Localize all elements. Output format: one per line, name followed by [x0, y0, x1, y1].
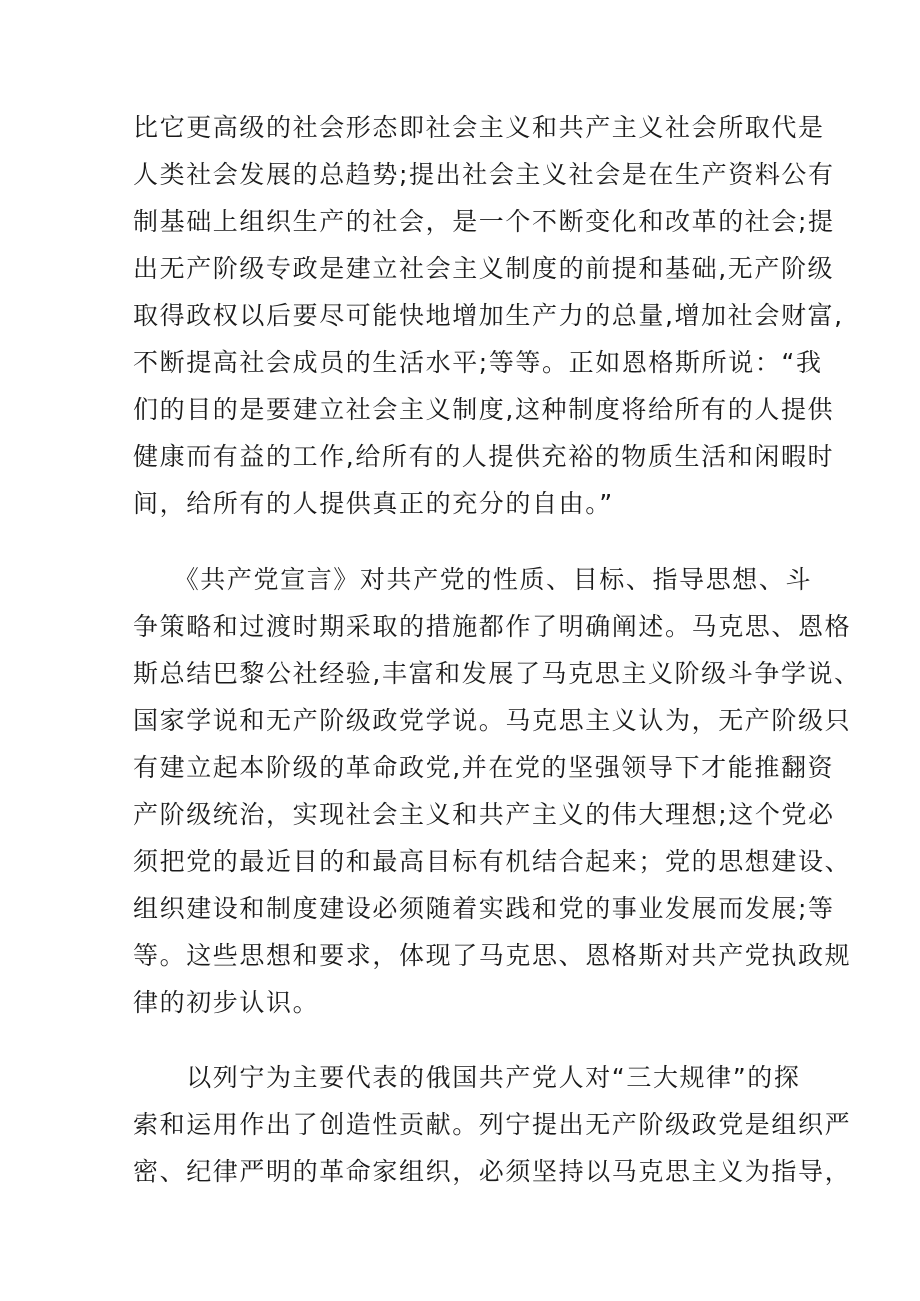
text-line: 们的目的是要建立社会主义制度,这种制度将给所有的人提供 [133, 395, 835, 424]
text-line: 制基础上组织生产的社会，是一个不断变化和改革的社会;提 [133, 207, 835, 236]
text-line: 争策略和过渡时期采取的措施都作了明确阐述。马克思、恩格 [133, 612, 852, 641]
text-line: 组织建设和制度建设必须随着实践和党的事业发展而发展;等 [133, 894, 835, 923]
text-line: 律的初步认识。 [133, 988, 320, 1017]
text-line: 以列宁为主要代表的俄国共产党人对“三大规律”的探 [133, 1063, 801, 1092]
text-line: 出无产阶级专政是建立社会主义制度的前提和基础,无产阶级 [133, 254, 835, 283]
text-line: 国家学说和无产阶级政党学说。马克思主义认为，无产阶级只 [133, 706, 852, 735]
text-line: 《共产党宣言》对共产党的性质、目标、指导思想、斗 [133, 565, 813, 594]
text-line: 健康而有益的工作,给所有的人提供充裕的物质生活和闲暇时 [133, 442, 835, 471]
paragraph-3 [133, 1054, 852, 1195]
text-line: 索和运用作出了创造性贡献。列宁提出无产阶级政党是组织严 [133, 1110, 852, 1139]
paragraph-1 [133, 104, 844, 527]
text-line: 比它更高级的社会形态即社会主义和共产主义社会所取代是 [133, 113, 825, 142]
text-line: 等。这些思想和要求，体现了马克思、恩格斯对共产党执政规 [133, 941, 852, 970]
text-line: 间，给所有的人提供真正的充分的自由。” [133, 489, 614, 518]
text-line: 不断提高社会成员的生活水平;等等。正如恩格斯所说：“我 [133, 348, 823, 377]
text-line: 斯总结巴黎公社经验,丰富和发展了马克思主义阶级斗争学说、 [133, 659, 861, 688]
text-line: 密、纪律严明的革命家组织，必须坚持以马克思主义为指导， [133, 1157, 852, 1186]
text-line: 取得政权以后要尽可能快地增加生产力的总量,增加社会财富, [133, 301, 844, 330]
text-line: 有建立起本阶级的革命政党,并在党的坚强领导下才能推翻资 [133, 753, 835, 782]
text-line: 须把党的最近目的和最高目标有机结合起来；党的思想建设、 [133, 847, 852, 876]
paragraph-2 [133, 556, 861, 1026]
text-line: 人类社会发展的总趋势;提出社会主义社会是在生产资料公有 [133, 160, 835, 189]
text-line: 产阶级统治，实现社会主义和共产主义的伟大理想;这个党必 [133, 800, 835, 829]
